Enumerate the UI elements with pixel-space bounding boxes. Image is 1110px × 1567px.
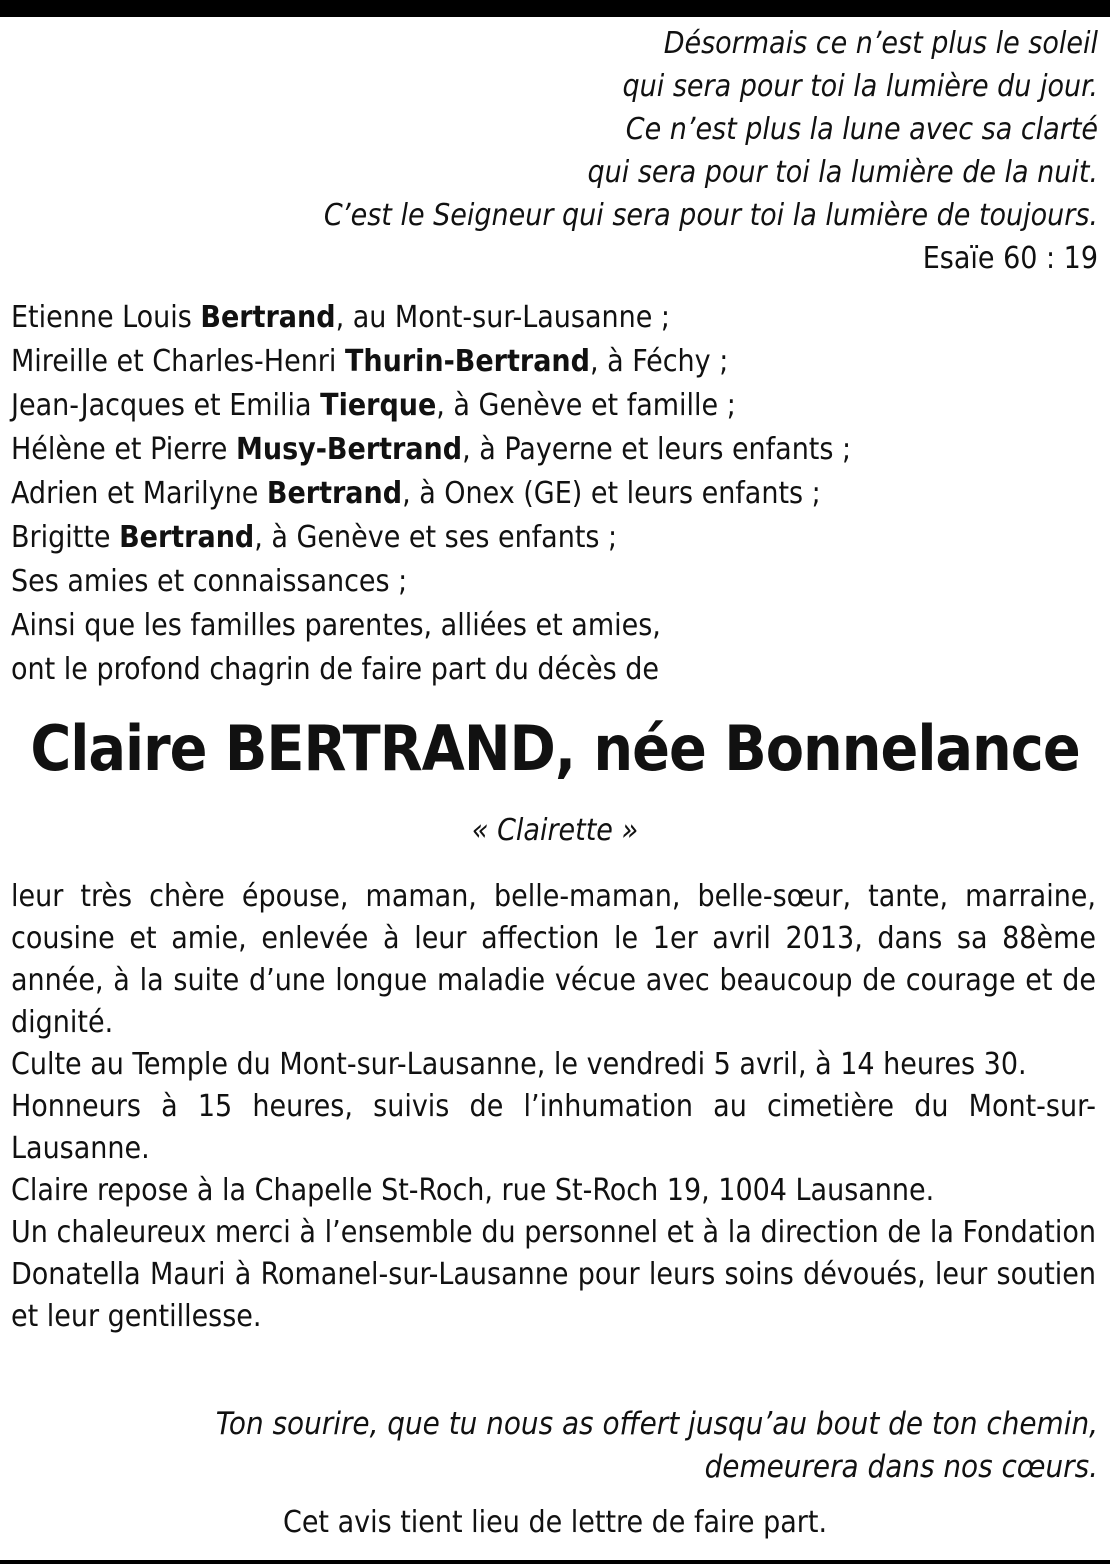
family-line: Etienne Louis Bertrand, au Mont-sur-Lausanne ; bbox=[11, 300, 671, 335]
nickname: « Clairette » bbox=[471, 813, 639, 848]
family-surname: Bertrand bbox=[119, 520, 255, 555]
body-paragraph: leur très chère épouse, maman, belle-maman, belle-sœur, tante, marraine, cousine et amie, enlevée à leur affection le 1er avril 2013, dans sa 88ème année, à la suite d’une longue maladie vécue avec beaucoup de courage et de dignité. bbox=[11, 879, 1096, 1040]
bottom-rule bbox=[0, 1560, 1110, 1564]
deceased-name: Claire BERTRAND, née Bonnelance bbox=[30, 712, 1080, 785]
notice-line: Cet avis tient lieu de lettre de faire part. bbox=[282, 1505, 828, 1540]
epigraph-line: Désormais ce n’est plus le soleil bbox=[663, 26, 1098, 61]
family-line: Adrien et Marilyne Bertrand, à Onex (GE) et leurs enfants ; bbox=[11, 476, 821, 511]
family-surname: Tierque bbox=[320, 388, 437, 423]
announcement-line: ont le profond chagrin de faire part du décès de bbox=[11, 652, 660, 687]
family-line: Brigitte Bertrand, à Genève et ses enfants ; bbox=[11, 520, 618, 555]
honours-paragraph: Honneurs à 15 heures, suivis de l’inhumation au cimetière du Mont-sur-Lausanne. bbox=[11, 1089, 1096, 1166]
friends-line: Ses amies et connaissances ; bbox=[11, 564, 408, 599]
epigraph-line: qui sera pour toi la lumière de la nuit. bbox=[587, 155, 1098, 190]
epigraph-reference: Esaïe 60 : 19 bbox=[922, 241, 1098, 276]
family-line: Hélène et Pierre Musy-Bertrand, à Payerne et leurs enfants ; bbox=[11, 432, 852, 467]
top-rule bbox=[0, 0, 1110, 17]
family-surname: Bertrand bbox=[200, 300, 336, 335]
epigraph-line: C’est le Seigneur qui sera pour toi la lumière de toujours. bbox=[323, 198, 1098, 233]
thanks-paragraph: Un chaleureux merci à l’ensemble du personnel et à la direction de la Fondation Donatella Mauri à Romanel-sur-Lausanne pour leurs soins dévoués, leur soutien et leur gentillesse. bbox=[11, 1215, 1096, 1334]
service-paragraph: Culte au Temple du Mont-sur-Lausanne, le vendredi 5 avril, à 14 heures 30. bbox=[11, 1047, 1027, 1082]
family-line: Mireille et Charles-Henri Thurin-Bertrand, à Féchy ; bbox=[11, 344, 729, 379]
family-list bbox=[11, 296, 851, 692]
epigraph-line: qui sera pour toi la lumière du jour. bbox=[622, 69, 1098, 104]
rest-location-paragraph: Claire repose à la Chapelle St-Roch, rue St-Roch 19, 1004 Lausanne. bbox=[11, 1173, 935, 1208]
obituary-body bbox=[11, 876, 1096, 1338]
epigraph-line: Ce n’est plus la lune avec sa clarté bbox=[625, 112, 1098, 147]
family-surname: Bertrand bbox=[266, 476, 403, 511]
closing-line: Ton sourire, que tu nous as offert jusqu’au bout de ton chemin, bbox=[215, 1406, 1098, 1442]
closing-line: demeurera dans nos cœurs. bbox=[704, 1449, 1098, 1485]
family-line: Jean-Jacques et Emilia Tierque, à Genève et famille ; bbox=[11, 388, 736, 423]
family-surname: Musy-Bertrand bbox=[235, 432, 463, 467]
relatives-line: Ainsi que les familles parentes, alliées et amies, bbox=[11, 608, 661, 643]
epigraph bbox=[324, 22, 1098, 280]
closing-quote bbox=[216, 1403, 1098, 1489]
family-surname: Thurin-Bertrand bbox=[344, 344, 590, 379]
